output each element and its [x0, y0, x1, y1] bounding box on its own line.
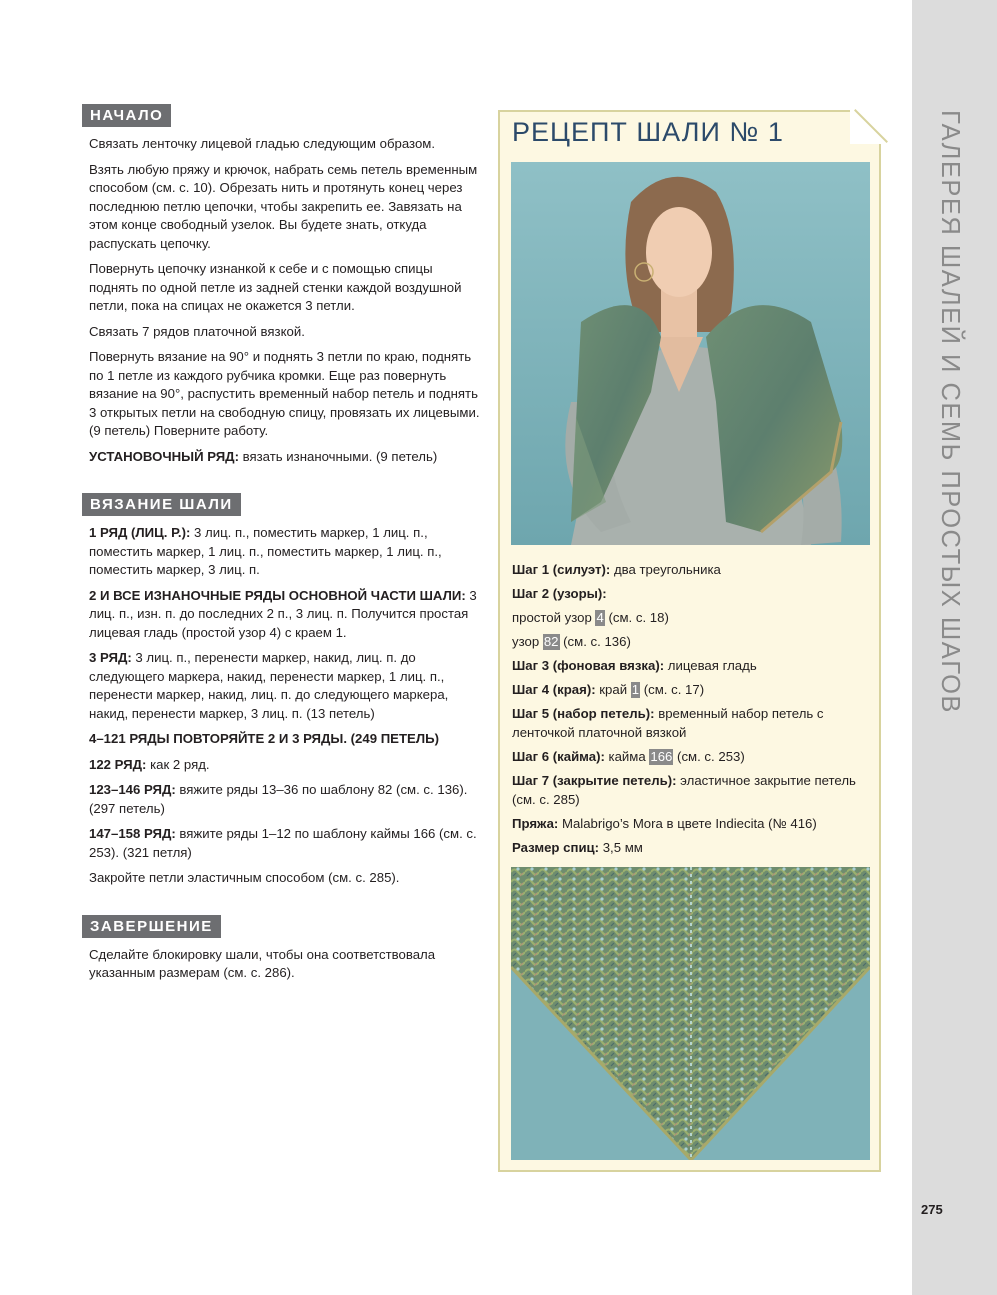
row-instruction	[89, 587, 482, 643]
section-heading-start: НАЧАЛО	[82, 104, 171, 127]
spec-label: Шаг 7 (закрытие петель):	[512, 773, 677, 788]
spec-step-1	[512, 560, 872, 579]
model-photo	[511, 162, 870, 545]
setup-row-text: вязать изнаночными. (9 петель)	[238, 448, 438, 464]
intro-paragraph: Связать 7 рядов платочной вязкой.	[89, 323, 305, 339]
intro-paragraph: Повернуть цепочку изнанкой к себе и с помощью спицы поднять по одной петле из задней стенки каждой воздушной петли, пока на спицах не окажется 3 петли.	[89, 261, 462, 313]
chapter-title-text: ГАЛЕРЕЯ ШАЛЕЙ И СЕМЬ ПРОСТЫХ ШАГОВ	[936, 110, 964, 714]
row-instruction	[89, 756, 482, 775]
row-label: 2 И ВСЕ ИЗНАНОЧНЫЕ РЯДЫ ОСНОВНОЙ ЧАСТИ ШАЛИ:	[89, 587, 466, 603]
row-instruction	[89, 524, 482, 580]
spec-label: Пряжа:	[512, 816, 559, 831]
row-label: 122 РЯД:	[89, 756, 147, 772]
pattern-number-badge: 82	[543, 634, 559, 649]
chapter-title-vertical	[912, 0, 997, 1295]
row-label: 1 РЯД (ЛИЦ. Р.):	[89, 525, 191, 540]
setup-row-label: УСТАНОВОЧНЫЙ РЯД:	[89, 448, 239, 464]
spec-step-5	[512, 704, 872, 742]
recipe-box-corner	[850, 110, 884, 144]
spec-text: простой узор	[512, 610, 596, 625]
row-instruction: Закройте петли эластичным способом (см. с. 285).	[89, 870, 400, 885]
spec-text: (см. с. 17)	[640, 682, 705, 697]
instructions-column	[82, 104, 482, 990]
spec-step-6	[512, 747, 872, 766]
spec-text: (см. с. 136)	[559, 634, 631, 649]
spec-step-2	[512, 584, 872, 603]
row-label: 123–146 РЯД:	[89, 782, 176, 797]
spec-needles	[512, 838, 872, 857]
spec-label: Шаг 1 (силуэт):	[512, 562, 611, 577]
spec-step-2-pattern-a	[512, 608, 872, 627]
spec-step-4	[512, 680, 872, 699]
page-number: 275	[921, 1202, 943, 1217]
spec-text: эластичное закрытие петель (см. с. 285)	[512, 773, 856, 807]
pattern-number-badge: 4	[596, 610, 604, 625]
spec-yarn	[512, 814, 872, 833]
row-text: как 2 ряд.	[146, 756, 210, 772]
spec-text: узор	[512, 634, 543, 649]
spec-text: (см. с. 18)	[604, 610, 669, 625]
row-label: 147–158 РЯД:	[89, 826, 176, 841]
spec-label: Шаг 3 (фоновая вязка):	[512, 658, 665, 673]
spec-text: кайма	[604, 749, 650, 764]
finish-paragraph: Сделайте блокировку шали, чтобы она соответствовала указанным размерам (см. с. 286).	[89, 946, 436, 980]
intro-paragraph: Связать ленточку лицевой гладью следующим образом.	[89, 136, 436, 151]
row-text: 3 лиц. п., изн. п. до последних 2 п., 3 лиц. п. Получится простая лицевая гладь (простой узор 4) с краем 1.	[89, 587, 477, 640]
spec-text: Malabrigo’s Mora в цвете Indiecita (№ 416)	[558, 816, 817, 831]
row-text: вяжите ряды 1–12 по шаблону каймы 166 (см. с. 253). (321 петля)	[89, 826, 477, 860]
spec-text: 3,5 мм	[599, 840, 643, 855]
spec-text: временный набор петель с ленточкой платочной вязкой	[512, 706, 824, 740]
edge-number-badge: 1	[631, 682, 640, 697]
spec-step-7	[512, 771, 872, 809]
section-heading-knitting: ВЯЗАНИЕ ШАЛИ	[82, 493, 241, 516]
intro-paragraph: Взять любую пряжу и крючок, набрать семь петель временным способом (см. с. 10). Обрезать нить и протянуть конец через последнюю петлю цепочки, чтобы закрепить ее. Завязать на этом конце свободный узелок. Вы будете знать, откуда распускать цепочку.	[89, 161, 478, 251]
row-instruction	[89, 649, 482, 723]
spec-text: край	[595, 682, 631, 697]
spec-label: Размер спиц:	[512, 840, 600, 855]
recipe-specs	[512, 560, 872, 862]
spec-text: два треугольника	[610, 562, 721, 577]
shawl-flat-photo	[511, 867, 870, 1160]
spec-step-2-pattern-b	[512, 632, 872, 651]
row-text: 3 лиц. п., поместить маркер, 1 лиц. п., поместить маркер, 1 лиц. п., поместить маркер, 1 лиц. п., поместить маркер, 3 лиц. п.	[89, 525, 442, 577]
row-instruction	[89, 730, 482, 749]
row-text: 3 лиц. п., перенести маркер, накид, лиц. п. до следующего маркера, накид, перенести маркер, 1 лиц. п., перенести маркер, накид, лиц. п. до следующего маркера, накид, перенести маркер, 3 лиц. п. (13 петель)	[89, 650, 449, 721]
spec-text: (см. с. 253)	[673, 749, 745, 764]
row-instruction	[89, 825, 482, 862]
row-label: 3 РЯД:	[89, 650, 132, 665]
spec-text: лицевая гладь	[664, 658, 757, 673]
row-text: вяжите ряды 13–36 по шаблону 82 (см. с. 136). (297 петель)	[89, 782, 468, 816]
intro-paragraph: Повернуть вязание на 90° и поднять 3 петли по краю, поднять по 1 петле из каждого рубчика кромки. Еще раз повернуть вязание на 90°, распустить временный набор петель и поднять 3 открытых петли на свободную спицу, провязать их лицевыми. (9 петель) Поверните работу.	[89, 349, 480, 438]
spec-label: Шаг 6 (кайма):	[512, 749, 605, 764]
setup-row	[89, 448, 482, 467]
spec-step-3	[512, 656, 872, 675]
border-number-badge: 166	[650, 749, 673, 764]
recipe-title: РЕЦЕПТ ШАЛИ № 1	[512, 117, 784, 147]
section-heading-finish: ЗАВЕРШЕНИЕ	[82, 915, 221, 938]
row-instruction	[89, 781, 482, 818]
spec-label: Шаг 4 (края):	[512, 682, 596, 697]
spec-label: Шаг 2 (узоры):	[512, 586, 607, 601]
row-label: 4–121 РЯДЫ ПОВТОРЯЙТЕ 2 И 3 РЯДЫ. (249 ПЕТЕЛЬ)	[89, 731, 439, 746]
spec-label: Шаг 5 (набор петель):	[512, 706, 655, 721]
